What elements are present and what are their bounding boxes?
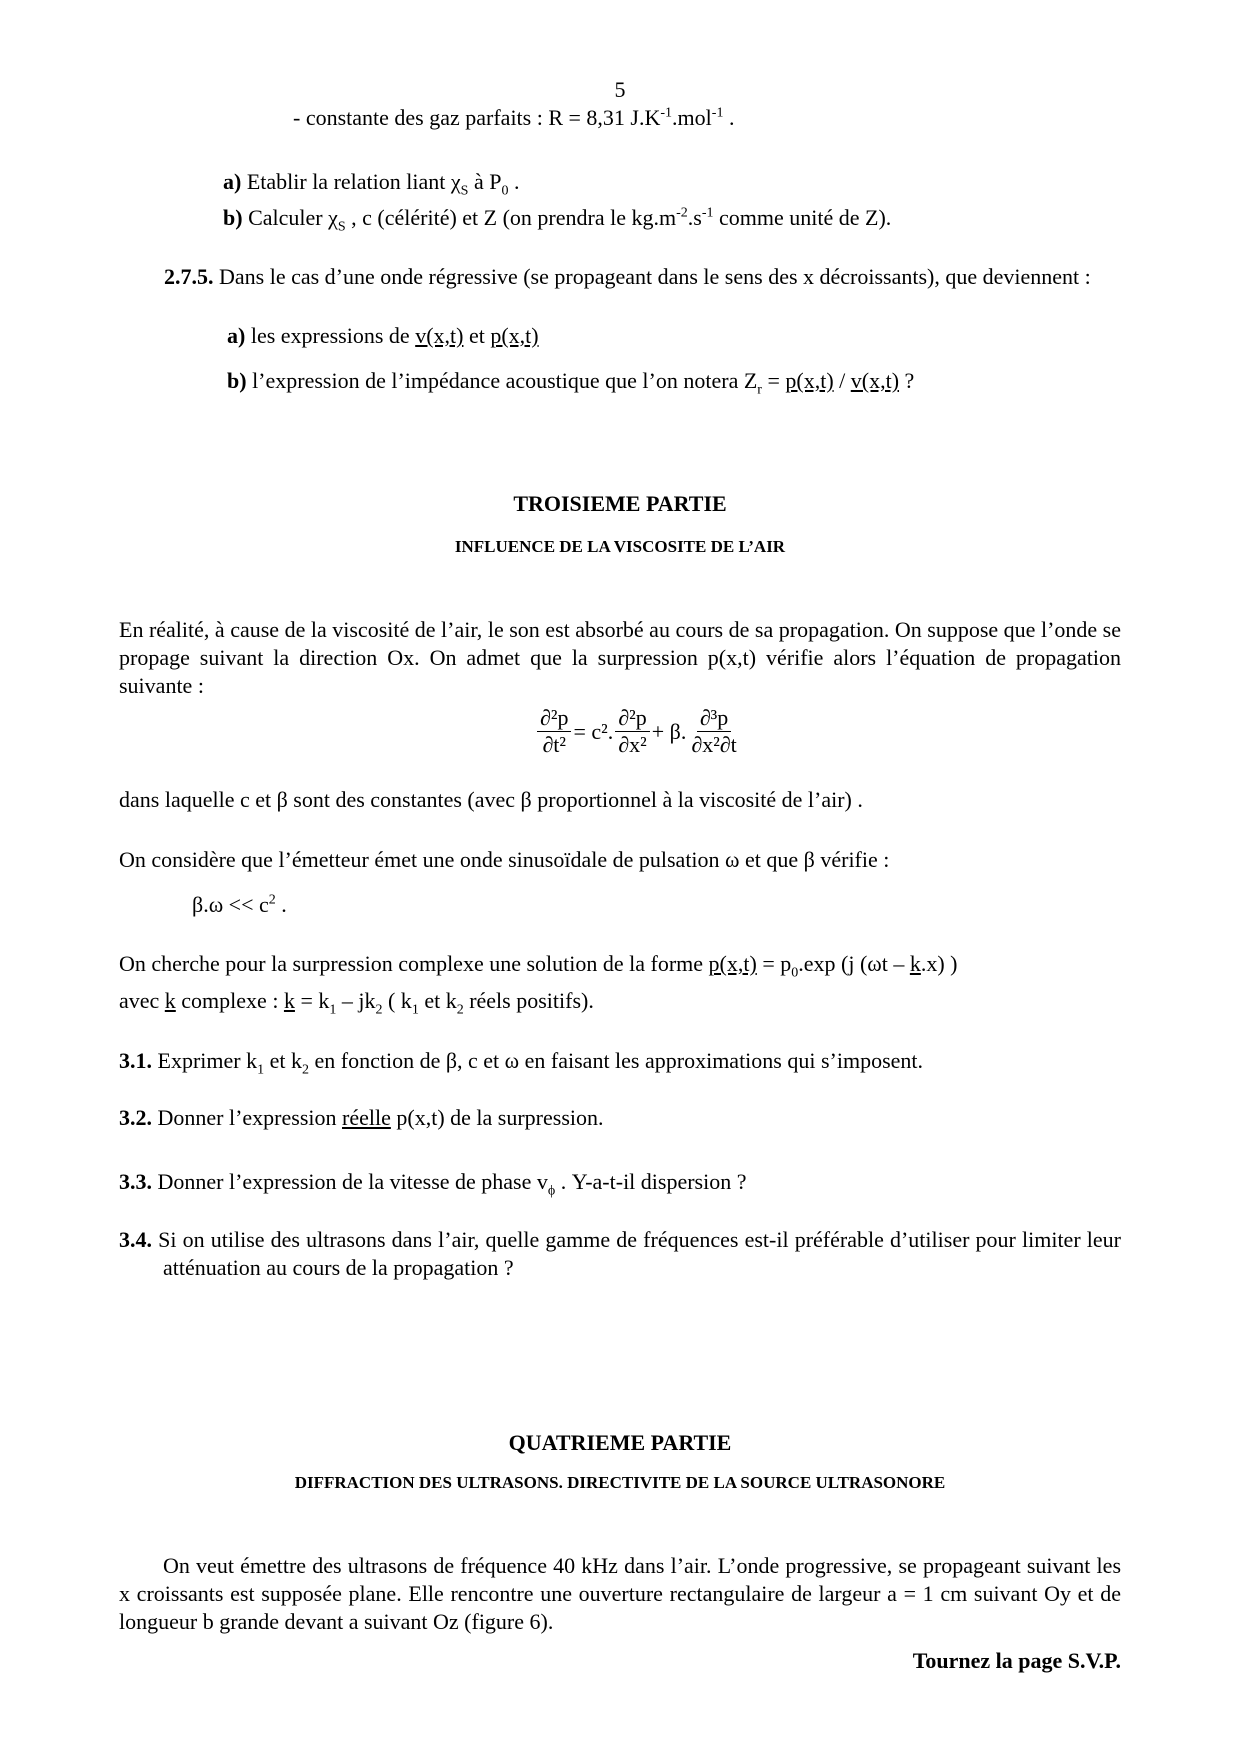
emitter-statement: On considère que l’émetteur émet une onde sinusoïdale de pulsation ω et que β vérifie :: [119, 847, 890, 872]
numerator: ∂²p: [537, 705, 571, 732]
text: .s: [687, 205, 702, 230]
part3-intro: En réalité, à cause de la viscosité de l’air, le son est absorbé au cours de sa propagation. On suppose que l’onde se propage suivant la direction Ox. On admet que la surpression p(x,t) vérifie alors l’équation de propagation suivante :: [119, 617, 1121, 698]
constants-statement: dans laquelle c et β sont des constantes (avec β proportionnel à la viscosité de l’air) .: [119, 787, 863, 812]
text: comme unité de Z).: [713, 205, 892, 230]
question-a: [223, 168, 520, 199]
condition: [192, 891, 287, 919]
text: et: [463, 323, 491, 348]
text: Si on utilise des ultrasons dans l’air, quelle gamme de fréquences est-il préférable d’utiliser pour limiter leur atténuation au cours de la propagation ?: [152, 1227, 1121, 1280]
text: .: [723, 105, 735, 130]
text: les expressions de: [245, 323, 416, 348]
question-3-4: [119, 1226, 1121, 1282]
text: Exprimer k: [152, 1048, 258, 1073]
sub: 2: [456, 1002, 464, 1018]
text: - constante des gaz parfaits : R = 8,31 J.K: [293, 105, 661, 130]
text: Donner l’expression de la vitesse de phase v: [152, 1169, 548, 1194]
label: a): [223, 169, 242, 194]
label: 2.7.5.: [164, 264, 214, 289]
fraction: [615, 705, 649, 758]
text: .: [508, 169, 520, 194]
label: 3.1.: [119, 1048, 152, 1073]
sub: 1: [257, 1062, 265, 1078]
k: k: [909, 951, 921, 976]
sub: 1: [329, 1002, 337, 1018]
label: b): [227, 368, 247, 393]
text: ?: [899, 368, 915, 393]
question-2-7-5-b: [227, 367, 915, 398]
sup: -1: [660, 105, 673, 121]
question-3-2: [119, 1104, 604, 1132]
question-3-3: [119, 1168, 747, 1199]
solution-form: [119, 950, 1121, 981]
text: et k: [418, 988, 457, 1013]
text: . Y-a-t-il dispersion ?: [555, 1169, 747, 1194]
text: On cherche pour la surpression complexe une solution de la forme: [119, 951, 709, 976]
part4-title: QUATRIEME PARTIE: [508, 1430, 732, 1455]
text: .mol: [672, 105, 712, 130]
text: réels positifs).: [463, 988, 594, 1013]
sub: 2: [301, 1062, 309, 1078]
text: ( k: [382, 988, 412, 1013]
label: b): [223, 205, 243, 230]
text: .exp (j (ωt –: [798, 951, 910, 976]
text: avec: [119, 988, 165, 1013]
fraction: [537, 705, 571, 758]
text: Dans le cas d’une onde régressive (se propageant dans le sens des x décroissants), que deviennent :: [213, 264, 1091, 289]
text: = k: [294, 988, 330, 1013]
text: =: [761, 368, 786, 393]
denominator: ∂x²∂t: [691, 732, 737, 757]
text: Etablir la relation liant χ: [241, 169, 461, 194]
page-number: 5: [614, 77, 626, 102]
text: Donner l’expression: [152, 1105, 343, 1130]
sup: -2: [676, 205, 688, 221]
question-b: [223, 204, 892, 235]
underlined-word: réelle: [342, 1105, 391, 1130]
text: β.ω << c: [192, 892, 269, 917]
sub: 0: [791, 965, 799, 981]
fraction: [688, 705, 739, 758]
propagation-equation: [535, 705, 742, 758]
question-3-1: [119, 1047, 924, 1078]
label: a): [227, 323, 246, 348]
p-expression: p(x,t): [490, 323, 539, 348]
text: – jk: [336, 988, 376, 1013]
sup: 2: [268, 892, 276, 908]
part4-intro: On veut émettre des ultrasons de fréquence 40 kHz dans l’air. L’onde progressive, se propageant suivant les x croissants est supposée plane. Elle rencontre une ouverture rectangulaire de largeur a = 1 cm suivant Oy et de longueur b grande devant a suivant Oz (figure 6).: [119, 1553, 1121, 1634]
v-expression: v(x,t): [415, 323, 464, 348]
denominator: ∂t²: [542, 732, 567, 757]
text: en fonction de β, c et ω en faisant les approximations qui s’imposent.: [308, 1048, 924, 1073]
sub: S: [337, 219, 346, 235]
question-2-7-5-a: [227, 322, 539, 350]
sub: S: [460, 183, 469, 199]
p-expression: p(x,t): [785, 368, 834, 393]
sub: 0: [501, 183, 509, 199]
sub: r: [757, 382, 762, 398]
text: l’expression de l’impédance acoustique que l’on notera Z: [246, 368, 758, 393]
sub: 2: [375, 1002, 383, 1018]
text: = p: [756, 951, 792, 976]
v-expression: v(x,t): [850, 368, 900, 393]
text: .: [275, 892, 287, 917]
equals: = c².: [573, 718, 614, 744]
part3-title: TROISIEME PARTIE: [513, 491, 727, 516]
part4-subtitle: DIFFRACTION DES ULTRASONS. DIRECTIVITE DE LA SOURCE ULTRASONORE: [294, 1473, 946, 1492]
gas-constant-line: [293, 104, 734, 132]
text: Calculer χ: [242, 205, 338, 230]
k: k: [283, 988, 295, 1013]
text: et k: [264, 1048, 302, 1073]
text: complexe :: [175, 988, 284, 1013]
sup: -1: [711, 105, 724, 121]
p-expression: p(x,t): [708, 951, 757, 976]
k: k: [164, 988, 176, 1013]
text: à P: [468, 169, 502, 194]
question-2-7-5: [164, 263, 1121, 291]
label: 3.4.: [119, 1227, 152, 1252]
part3-subtitle: INFLUENCE DE LA VISCOSITE DE L’AIR: [454, 537, 786, 556]
text: .x) ): [920, 951, 958, 976]
sup: -1: [701, 205, 714, 221]
text: p(x,t) de la surpression.: [390, 1105, 604, 1130]
plus: + β.: [651, 718, 687, 744]
sub: 1: [411, 1002, 419, 1018]
text: /: [833, 368, 851, 393]
denominator: ∂x²: [618, 732, 647, 757]
numerator: ∂³p: [697, 705, 731, 732]
k-definition: [119, 987, 594, 1018]
label: 3.2.: [119, 1105, 152, 1130]
sub: ϕ: [547, 1183, 556, 1199]
text: , c (célérité) et Z (on prendra le kg.m: [345, 205, 677, 230]
numerator: ∂²p: [615, 705, 649, 732]
label: 3.3.: [119, 1169, 152, 1194]
footer-turn-page: Tournez la page S.V.P.: [912, 1648, 1121, 1673]
